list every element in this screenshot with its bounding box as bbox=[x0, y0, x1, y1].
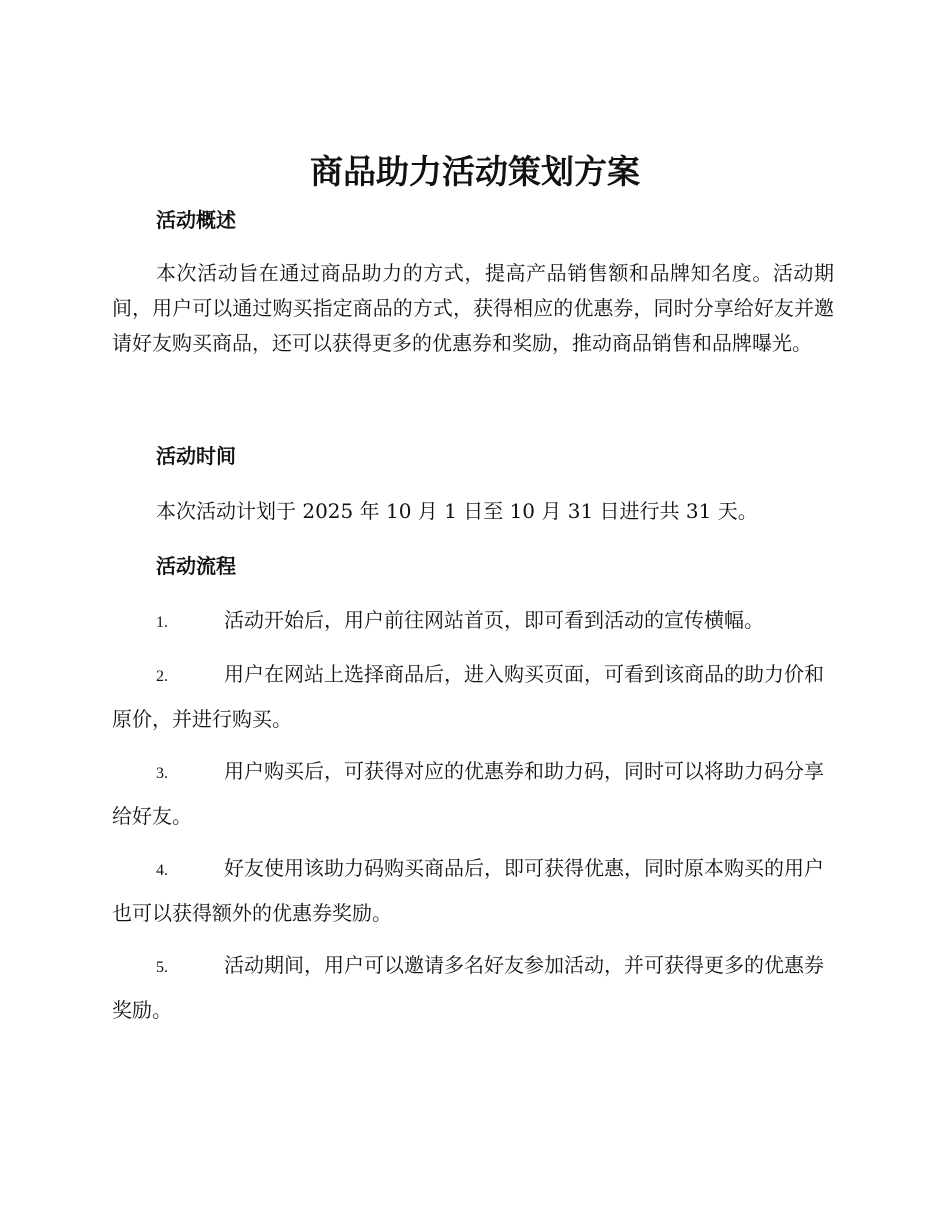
list-item-number: 4. bbox=[156, 862, 168, 879]
process-list-item bbox=[112, 599, 834, 644]
list-item-number: 2. bbox=[156, 668, 168, 685]
list-item-text: 好友使用该助力码购买商品后，即可获得优惠，同时原本购买的用户也可以获得额外的优惠券奖励。 bbox=[112, 856, 824, 925]
list-item-number: 3. bbox=[156, 765, 168, 782]
list-item-number: 1. bbox=[156, 614, 168, 631]
list-item-text: 活动期间，用户可以邀请多名好友参加活动，并可获得更多的优惠券奖励。 bbox=[112, 953, 824, 1022]
section-heading-time: 活动时间 bbox=[156, 444, 236, 468]
list-item-text: 用户在网站上选择商品后，进入购买页面，可看到该商品的助力价和原价，并进行购买。 bbox=[112, 662, 824, 731]
process-list-item bbox=[112, 847, 834, 935]
process-list-item bbox=[112, 653, 834, 741]
time-paragraph: 本次活动计划于 2025 年 10 月 1 日至 10 月 31 日进行共 31 天。 bbox=[156, 499, 758, 523]
document-title: 商品助力活动策划方案 bbox=[310, 152, 640, 191]
section-heading-process: 活动流程 bbox=[156, 554, 236, 578]
list-item-text: 活动开始后，用户前往网站首页，即可看到活动的宣传横幅。 bbox=[224, 608, 764, 632]
process-list-item bbox=[112, 944, 834, 1032]
list-item-number: 5. bbox=[156, 959, 168, 976]
overview-paragraph: 本次活动旨在通过商品助力的方式，提高产品销售额和品牌知名度。活动期间，用户可以通过购买指定商品的方式，获得相应的优惠券，同时分享给好友并邀请好友购买商品，还可以获得更多的优惠券和奖励，推动商品销售和品牌曝光。 bbox=[112, 261, 834, 355]
process-list-item bbox=[112, 750, 834, 838]
list-item-text: 用户购买后，可获得对应的优惠券和助力码，同时可以将助力码分享给好友。 bbox=[112, 759, 824, 828]
section-heading-overview: 活动概述 bbox=[156, 208, 236, 232]
